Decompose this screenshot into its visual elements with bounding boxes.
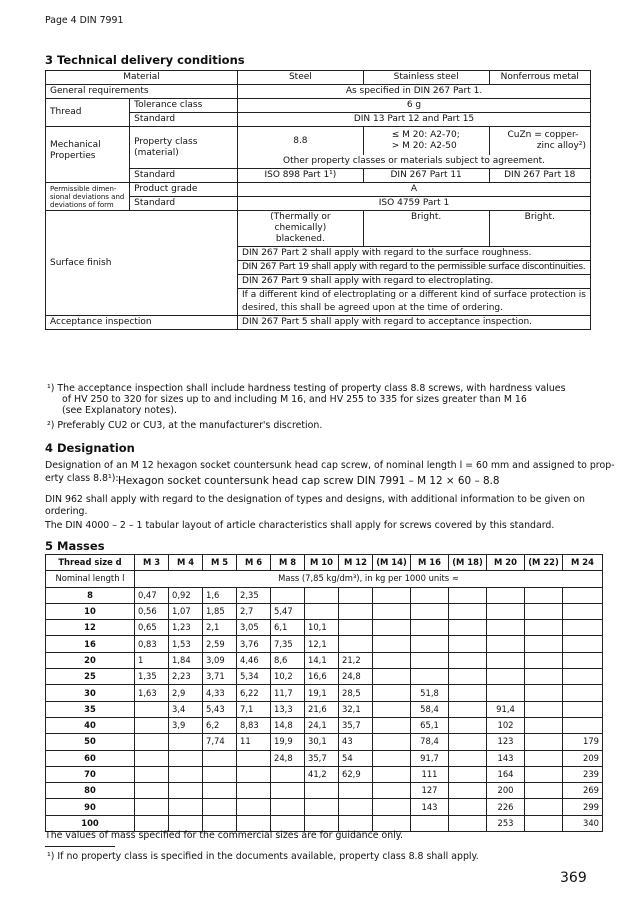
mass-cell: 21,6 <box>305 701 339 717</box>
mass-cell <box>449 685 487 701</box>
mass-cell: 3,09 <box>203 652 237 668</box>
section-4-title: 4 Designation <box>45 441 135 455</box>
mass-cell <box>449 717 487 733</box>
mass-cell <box>487 620 525 636</box>
table-row <box>46 652 603 668</box>
mass-cell: 2,23 <box>169 669 203 685</box>
col-nonferrous: Nonferrous metal <box>489 71 590 85</box>
mass-cell: 91,7 <box>411 750 449 766</box>
finish-note-other-a: If a different kind of electroplating or a different kind of surface protection is <box>238 289 591 303</box>
mass-cell: 1,07 <box>169 603 203 619</box>
mass-cell <box>525 734 563 750</box>
page-number: 369 <box>560 870 587 886</box>
mass-cell <box>563 685 603 701</box>
size-cell: M 24 <box>563 555 603 571</box>
mass-cell <box>373 701 411 717</box>
finish-note-other-b: desired, this shall be agreed upon at the time of ordering. <box>238 302 591 316</box>
length-cell: 20 <box>46 652 135 668</box>
nominal-length-row <box>46 571 603 587</box>
length-cell: 90 <box>46 799 135 815</box>
mass-cell: 143 <box>411 799 449 815</box>
mass-cell <box>373 734 411 750</box>
mass-cell: 123 <box>487 734 525 750</box>
mass-cell: 4,33 <box>203 685 237 701</box>
mass-cell <box>373 603 411 619</box>
mass-cell: 1 <box>135 652 169 668</box>
mass-cell: 11,7 <box>271 685 305 701</box>
mass-cell <box>169 799 203 815</box>
mass-cell: 102 <box>487 717 525 733</box>
mass-cell <box>169 783 203 799</box>
mass-cell: 24,1 <box>305 717 339 733</box>
size-cell: M 6 <box>237 555 271 571</box>
finish-steel: (Thermally or chemically) blackened. <box>238 211 364 247</box>
mass-cell <box>373 750 411 766</box>
mass-cell <box>135 701 169 717</box>
mass-cell <box>563 701 603 717</box>
mass-cell <box>373 652 411 668</box>
length-cell: 60 <box>46 750 135 766</box>
mass-cell: 35,7 <box>339 717 373 733</box>
mass-cell <box>487 685 525 701</box>
length-cell: 12 <box>46 620 135 636</box>
size-cell: M 12 <box>339 555 373 571</box>
mass-cell <box>449 734 487 750</box>
mass-cell <box>373 766 411 782</box>
finish-note-electroplating: DIN 267 Part 9 shall apply with regard to electroplating. <box>238 275 591 289</box>
mass-cell: 1,35 <box>135 669 169 685</box>
mass-cell: 1,63 <box>135 685 169 701</box>
thread-size-label: Thread size d <box>46 555 135 571</box>
mass-cell <box>525 783 563 799</box>
mass-cell: 0,56 <box>135 603 169 619</box>
mass-cell <box>525 652 563 668</box>
length-cell: 80 <box>46 783 135 799</box>
mass-cell: 111 <box>411 766 449 782</box>
mass-cell: 11 <box>237 734 271 750</box>
size-cell: M 10 <box>305 555 339 571</box>
acceptance-inspection-value: DIN 267 Part 5 shall apply with regard to acceptance inspection. <box>238 316 591 330</box>
size-cell: M 5 <box>203 555 237 571</box>
mass-cell <box>135 750 169 766</box>
mass-cell <box>525 669 563 685</box>
mass-cell <box>449 815 487 831</box>
mass-cell <box>169 766 203 782</box>
tolerance-class-value: 6 g <box>238 99 591 113</box>
stainless-class-line-1: ≤ M 20: A2-70; <box>391 130 460 140</box>
size-cell: M 20 <box>487 555 525 571</box>
mass-cell <box>339 636 373 652</box>
mass-cell: 226 <box>487 799 525 815</box>
mass-cell <box>411 587 449 603</box>
mass-cell <box>525 701 563 717</box>
mass-cell <box>411 603 449 619</box>
mass-cell <box>525 799 563 815</box>
designation-example: Hexagon socket countersunk head cap screw DIN 7991 – M 12 × 60 – 8.8 <box>118 475 500 487</box>
mass-cell: 78,4 <box>411 734 449 750</box>
surface-finish-label: Surface finish <box>46 211 238 316</box>
mass-cell: 179 <box>563 734 603 750</box>
mass-cell <box>525 717 563 733</box>
mass-cell <box>135 799 169 815</box>
mechanical-properties-label: Mechanical Properties <box>46 127 130 183</box>
nonferrous-class-line-1: CuZn = copper- <box>507 130 579 140</box>
mass-cell <box>203 750 237 766</box>
length-cell: 40 <box>46 717 135 733</box>
designation-line-2a: erty class 8.8¹): <box>45 473 119 484</box>
footnote-divider <box>45 846 115 847</box>
mass-cell: 13,3 <box>271 701 305 717</box>
mass-cell: 6,22 <box>237 685 271 701</box>
mass-cell: 0,65 <box>135 620 169 636</box>
mass-cell: 91,4 <box>487 701 525 717</box>
table-header-row <box>46 71 591 85</box>
mass-cell <box>411 652 449 668</box>
mass-cell: 14,1 <box>305 652 339 668</box>
mass-cell <box>449 799 487 815</box>
size-cell: (M 14) <box>373 555 411 571</box>
mass-cell: 209 <box>563 750 603 766</box>
masses-table <box>45 554 603 832</box>
mass-cell <box>135 734 169 750</box>
length-cell: 50 <box>46 734 135 750</box>
footnote-1-line-2: of HV 250 to 320 for sizes up to and including M 16, and HV 255 to 335 for sizes greater than M 16 <box>62 394 527 405</box>
mass-cell <box>411 669 449 685</box>
mass-cell <box>487 669 525 685</box>
table-row <box>46 685 603 701</box>
mass-cell: 7,74 <box>203 734 237 750</box>
mass-cell <box>449 669 487 685</box>
mass-cell <box>373 620 411 636</box>
length-cell: 10 <box>46 603 135 619</box>
mass-cell: 143 <box>487 750 525 766</box>
mass-cell <box>373 783 411 799</box>
mass-cell: 10,1 <box>305 620 339 636</box>
mass-cell: 24,8 <box>271 750 305 766</box>
mass-cell <box>563 717 603 733</box>
mass-cell <box>525 815 563 831</box>
stainless-class-line-2: > M 20: A2-50 <box>391 141 457 151</box>
mass-cell <box>305 603 339 619</box>
mass-cell <box>525 587 563 603</box>
mass-cell <box>449 766 487 782</box>
mass-cell: 1,84 <box>169 652 203 668</box>
mass-cell <box>271 783 305 799</box>
mass-cell <box>563 652 603 668</box>
mass-cell: 7,35 <box>271 636 305 652</box>
size-cell: M 8 <box>271 555 305 571</box>
mass-cell: 3,05 <box>237 620 271 636</box>
table-row <box>46 701 603 717</box>
steel-property-class: 8.8 <box>238 127 364 156</box>
table-row <box>46 766 603 782</box>
mass-cell: 127 <box>411 783 449 799</box>
designation-line-1: Designation of an M 12 hexagon socket countersunk head cap screw, of nominal length l = 60 mm and assigned to prop- <box>45 460 615 471</box>
mass-cell <box>563 620 603 636</box>
mass-cell <box>487 603 525 619</box>
nominal-length-label: Nominal length l <box>46 571 135 587</box>
mass-cell <box>449 636 487 652</box>
finish-stainless: Bright. <box>363 211 489 247</box>
mass-cell <box>305 783 339 799</box>
mass-cell <box>487 636 525 652</box>
mass-cell <box>449 620 487 636</box>
mass-cell <box>373 636 411 652</box>
nonferrous-class-line-2: zinc alloy²) <box>536 141 586 151</box>
mass-cell <box>339 799 373 815</box>
mass-cell <box>339 587 373 603</box>
table-row <box>46 636 603 652</box>
mass-cell <box>203 766 237 782</box>
mass-cell <box>373 587 411 603</box>
col-material: Material <box>46 71 238 85</box>
size-cell: (M 22) <box>525 555 563 571</box>
mass-cell: 10,2 <box>271 669 305 685</box>
mass-cell: 299 <box>563 799 603 815</box>
thread-standard-value: DIN 13 Part 12 and Part 15 <box>238 113 591 127</box>
mass-cell: 1,23 <box>169 620 203 636</box>
mass-cell <box>135 717 169 733</box>
mass-cell: 62,9 <box>339 766 373 782</box>
mass-cell: 51,8 <box>411 685 449 701</box>
mass-cell <box>449 701 487 717</box>
mass-cell: 54 <box>339 750 373 766</box>
mass-cell: 3,76 <box>237 636 271 652</box>
mass-cell <box>237 783 271 799</box>
footnote-1-line-3: (see Explanatory notes). <box>62 405 177 416</box>
thread-label: Thread <box>46 99 130 127</box>
length-cell: 8 <box>46 587 135 603</box>
mass-cell <box>487 652 525 668</box>
designation-line-3: DIN 962 shall apply with regard to the designation of types and designs, with additional information to be given on <box>45 494 585 505</box>
section-5-title: 5 Masses <box>45 539 105 553</box>
mass-cell: 239 <box>563 766 603 782</box>
mass-cell: 0,83 <box>135 636 169 652</box>
mass-cell <box>203 783 237 799</box>
table-row <box>46 750 603 766</box>
nonferrous-property-class <box>489 127 590 156</box>
mass-cell: 164 <box>487 766 525 782</box>
mass-cell <box>449 783 487 799</box>
mass-cell <box>411 620 449 636</box>
mass-cell <box>169 750 203 766</box>
other-property-classes: Other property classes or materials subject to agreement. <box>238 155 591 169</box>
permissible-standard-label: Standard <box>130 197 238 211</box>
mass-cell: 5,34 <box>237 669 271 685</box>
mass-cell: 16,6 <box>305 669 339 685</box>
mass-cell: 2,9 <box>169 685 203 701</box>
mass-cell: 35,7 <box>305 750 339 766</box>
table-row <box>46 620 603 636</box>
designation-line-4: ordering. <box>45 506 88 517</box>
mass-cell: 0,92 <box>169 587 203 603</box>
size-cell: M 3 <box>135 555 169 571</box>
mass-cell <box>237 799 271 815</box>
table-row <box>46 603 603 619</box>
mass-cell <box>563 636 603 652</box>
mass-cell <box>373 717 411 733</box>
mass-cell <box>135 766 169 782</box>
size-cell: M 16 <box>411 555 449 571</box>
mass-cell: 19,9 <box>271 734 305 750</box>
mass-cell: 5,43 <box>203 701 237 717</box>
mass-cell: 65,1 <box>411 717 449 733</box>
mass-cell: 6,2 <box>203 717 237 733</box>
mass-cell <box>305 799 339 815</box>
mass-guidance-note: The values of mass specified for the commercial sizes are for guidance only. <box>45 830 403 841</box>
mass-cell <box>563 669 603 685</box>
mass-cell: 4,46 <box>237 652 271 668</box>
mass-cell: 7,1 <box>237 701 271 717</box>
mechanical-standard-stainless: DIN 267 Part 11 <box>363 169 489 183</box>
masses-footnote: ¹) If no property class is specified in the documents available, property class 8.8 shall apply. <box>47 851 479 862</box>
table-row <box>46 717 603 733</box>
footnote-1-line-1: ¹) The acceptance inspection shall include hardness testing of property class 8.8 screws, with hardness values <box>47 383 566 394</box>
table-row <box>46 669 603 685</box>
mass-cell: 0,47 <box>135 587 169 603</box>
mass-cell <box>339 620 373 636</box>
mass-caption: Mass (7,85 kg/dm³), in kg per 1000 units ≈ <box>135 571 603 587</box>
mass-cell <box>271 766 305 782</box>
section-3-title: 3 Technical delivery conditions <box>45 53 245 67</box>
mass-cell <box>449 587 487 603</box>
table-row <box>46 783 603 799</box>
mass-cell: 21,2 <box>339 652 373 668</box>
mass-cell <box>237 750 271 766</box>
designation-line-5: The DIN 4000 – 2 – 1 tabular layout of article characteristics shall apply for screws covered by this standard. <box>45 520 555 531</box>
mass-cell: 28,5 <box>339 685 373 701</box>
mass-cell <box>339 603 373 619</box>
mass-cell <box>525 766 563 782</box>
finish-note-discontinuities: DIN 267 Part 19 shall apply with regard to the permissible surface discontinuities. <box>238 261 591 275</box>
mass-cell <box>373 685 411 701</box>
length-cell: 70 <box>46 766 135 782</box>
mass-cell: 200 <box>487 783 525 799</box>
mass-cell: 3,4 <box>169 701 203 717</box>
col-steel: Steel <box>238 71 364 85</box>
mass-cell <box>203 799 237 815</box>
mechanical-standard-nonferrous: DIN 267 Part 18 <box>489 169 590 183</box>
mass-cell <box>237 766 271 782</box>
mass-cell: 3,9 <box>169 717 203 733</box>
mass-cell <box>525 750 563 766</box>
mass-cell <box>525 636 563 652</box>
col-stainless: Stainless steel <box>363 71 489 85</box>
mass-cell <box>169 734 203 750</box>
product-grade-label: Product grade <box>130 183 238 197</box>
product-grade-value: A <box>238 183 591 197</box>
length-cell: 100 <box>46 815 135 831</box>
mass-cell: 269 <box>563 783 603 799</box>
mass-cell <box>271 799 305 815</box>
mechanical-standard-label: Standard <box>130 169 238 183</box>
property-class-label: Property class (material) <box>130 127 238 169</box>
mass-cell: 5,47 <box>271 603 305 619</box>
mass-cell <box>271 587 305 603</box>
mass-cell <box>373 799 411 815</box>
table-row <box>46 587 603 603</box>
thread-size-row <box>46 555 603 571</box>
mass-cell <box>373 669 411 685</box>
length-cell: 35 <box>46 701 135 717</box>
thread-standard-label: Standard <box>130 113 238 127</box>
size-cell: M 4 <box>169 555 203 571</box>
permissible-deviations-label: Permissible dimen- sional deviations and deviations of form <box>46 183 130 211</box>
mass-cell: 3,71 <box>203 669 237 685</box>
mass-cell: 32,1 <box>339 701 373 717</box>
mass-cell <box>525 685 563 701</box>
mass-cell: 6,1 <box>271 620 305 636</box>
finish-nonferrous: Bright. <box>489 211 590 247</box>
general-requirements-value: As specified in DIN 267 Part 1. <box>238 85 591 99</box>
stainless-property-class <box>363 127 489 156</box>
length-cell: 30 <box>46 685 135 701</box>
mass-cell <box>563 587 603 603</box>
mass-cell <box>487 587 525 603</box>
mass-cell: 8,6 <box>271 652 305 668</box>
mass-cell <box>135 783 169 799</box>
acceptance-inspection-label: Acceptance inspection <box>46 316 238 330</box>
mass-cell: 2,35 <box>237 587 271 603</box>
mass-cell: 43 <box>339 734 373 750</box>
mass-cell: 24,8 <box>339 669 373 685</box>
length-cell: 16 <box>46 636 135 652</box>
mass-cell: 12,1 <box>305 636 339 652</box>
mass-cell: 14,8 <box>271 717 305 733</box>
mass-cell: 8,83 <box>237 717 271 733</box>
mass-cell: 1,53 <box>169 636 203 652</box>
technical-delivery-table <box>45 70 591 330</box>
mass-cell: 1,85 <box>203 603 237 619</box>
table-row <box>46 734 603 750</box>
page-header: Page 4 DIN 7991 <box>45 15 124 26</box>
mass-cell: 253 <box>487 815 525 831</box>
mass-cell: 1,6 <box>203 587 237 603</box>
mass-cell <box>339 783 373 799</box>
mass-cell: 2,59 <box>203 636 237 652</box>
mass-cell: 58,4 <box>411 701 449 717</box>
mass-cell: 19,1 <box>305 685 339 701</box>
mass-cell: 30,1 <box>305 734 339 750</box>
mass-cell <box>449 750 487 766</box>
mass-cell: 2,1 <box>203 620 237 636</box>
mechanical-standard-steel: ISO 898 Part 1¹) <box>238 169 364 183</box>
mass-cell <box>411 636 449 652</box>
mass-cell: 41,2 <box>305 766 339 782</box>
mass-cell <box>563 603 603 619</box>
table-row <box>46 799 603 815</box>
general-requirements-label: General requirements <box>46 85 238 99</box>
mass-cell <box>525 603 563 619</box>
finish-note-roughness: DIN 267 Part 2 shall apply with regard to the surface roughness. <box>238 247 591 261</box>
mass-cell <box>305 587 339 603</box>
mass-cell <box>525 620 563 636</box>
length-cell: 25 <box>46 669 135 685</box>
mass-cell <box>411 815 449 831</box>
mass-cell: 2,7 <box>237 603 271 619</box>
tolerance-class-label: Tolerance class <box>130 99 238 113</box>
mass-cell <box>449 652 487 668</box>
permissible-standard-value: ISO 4759 Part 1 <box>238 197 591 211</box>
size-cell: (M 18) <box>449 555 487 571</box>
mass-cell: 340 <box>563 815 603 831</box>
mass-cell <box>449 603 487 619</box>
footnote-2: ²) Preferably CU2 or CU3, at the manufacturer's discretion. <box>47 420 323 431</box>
